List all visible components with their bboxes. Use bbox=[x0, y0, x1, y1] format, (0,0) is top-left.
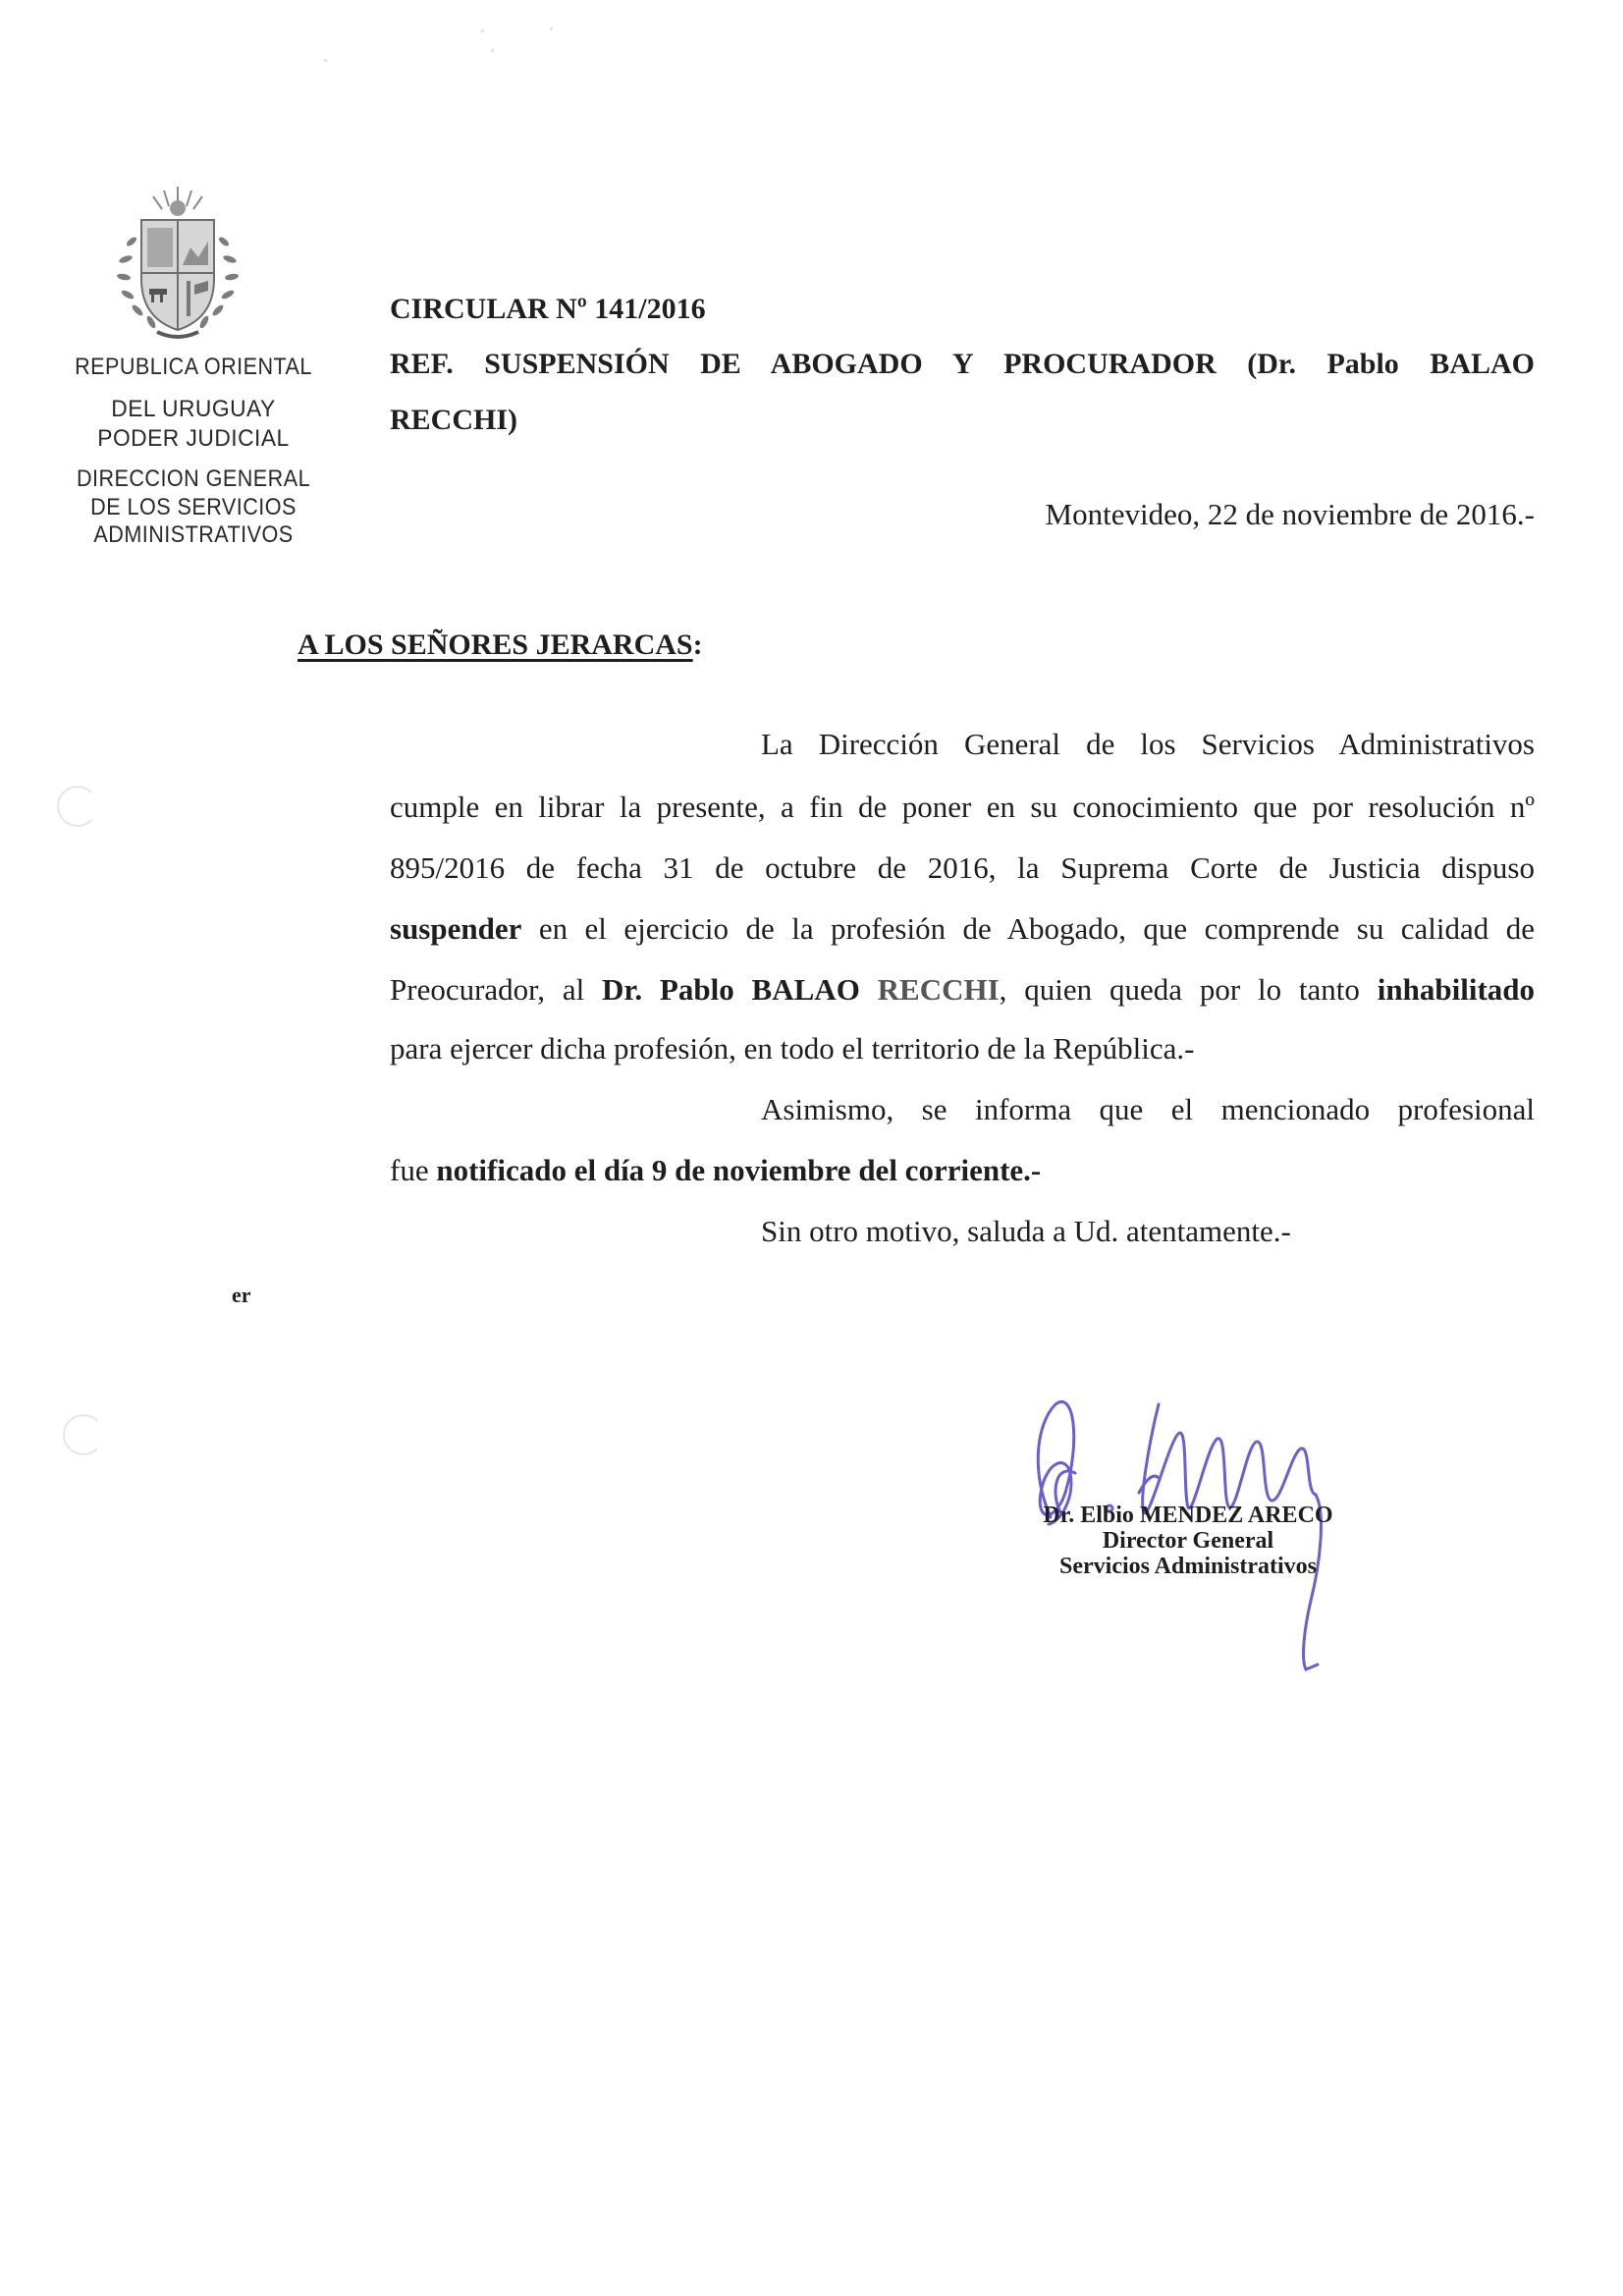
person-surname: RECCHI bbox=[859, 972, 1000, 1007]
body-line: cumple en librar la presente, a fin de poner en su conocimiento que por resolución nº bbox=[390, 790, 1535, 824]
body-line bbox=[390, 970, 1535, 1010]
body-text: fue bbox=[390, 1153, 437, 1187]
scan-speck bbox=[324, 59, 327, 62]
coat-of-arms-emblem bbox=[110, 183, 245, 344]
letterhead-line: DEL URUGUAY bbox=[111, 396, 276, 422]
signatory-name: Dr. Elbio MENDEZ ARECO bbox=[1043, 1503, 1333, 1528]
signatory-office: Servicios Administrativos bbox=[1059, 1554, 1317, 1579]
salutation-text: A LOS SEÑORES JERARCAS bbox=[298, 629, 693, 661]
scan-speck bbox=[491, 49, 494, 52]
body-text: Preocurador, al bbox=[390, 972, 603, 1007]
closing-line: Sin otro motivo, saluda a Ud. atentamente.- bbox=[761, 1214, 1291, 1248]
punch-hole-mark bbox=[63, 1414, 104, 1455]
salutation-colon: : bbox=[692, 629, 703, 661]
letterhead-line: DE LOS SERVICIOS bbox=[90, 494, 297, 520]
reference-line-2: RECCHI) bbox=[390, 404, 518, 436]
bold-text: suspender bbox=[390, 911, 522, 946]
scan-speck bbox=[550, 27, 553, 30]
body-line bbox=[390, 1153, 1041, 1188]
letterhead-line: REPUBLICA ORIENTAL bbox=[75, 354, 312, 380]
bold-text: notificado el día 9 de noviembre del corriente.- bbox=[436, 1153, 1042, 1187]
letterhead-line: DIRECCION GENERAL bbox=[76, 465, 311, 492]
bold-text: inhabilitado bbox=[1377, 972, 1536, 1007]
body-line: para ejercer dicha profesión, en todo el territorio de la República.- bbox=[390, 1031, 1195, 1066]
body-line: Asimismo, se informa que el mencionado profesional bbox=[761, 1092, 1535, 1126]
scan-speck bbox=[481, 29, 484, 32]
body-line bbox=[390, 909, 1535, 949]
body-text: en el ejercicio de la profesión de Abogado, que comprende su calidad de bbox=[521, 911, 1535, 946]
letterhead-line: PODER JUDICIAL bbox=[97, 425, 290, 452]
letterhead-line: ADMINISTRATIVOS bbox=[93, 521, 294, 548]
reference-line-1: REF. SUSPENSIÓN DE ABOGADO Y PROCURADOR (Dr. Pablo BALAO bbox=[390, 348, 1535, 380]
typist-initials: er bbox=[232, 1283, 251, 1307]
body-line: La Dirección General de los Servicios Administrativos bbox=[761, 727, 1535, 761]
body-text: , quien queda por lo tanto bbox=[999, 972, 1378, 1007]
body-line: 895/2016 de fecha 31 de octubre de 2016, la Suprema Corte de Justicia dispuso bbox=[390, 850, 1535, 885]
punch-hole-mark bbox=[57, 786, 98, 827]
signatory-title: Director General bbox=[1102, 1528, 1274, 1554]
place-and-date: Montevideo, 22 de noviembre de 2016.- bbox=[1045, 497, 1535, 531]
salutation bbox=[298, 629, 703, 662]
circular-number: CIRCULAR Nº 141/2016 bbox=[390, 293, 706, 325]
person-name: Dr. Pablo BALAO bbox=[602, 972, 860, 1007]
